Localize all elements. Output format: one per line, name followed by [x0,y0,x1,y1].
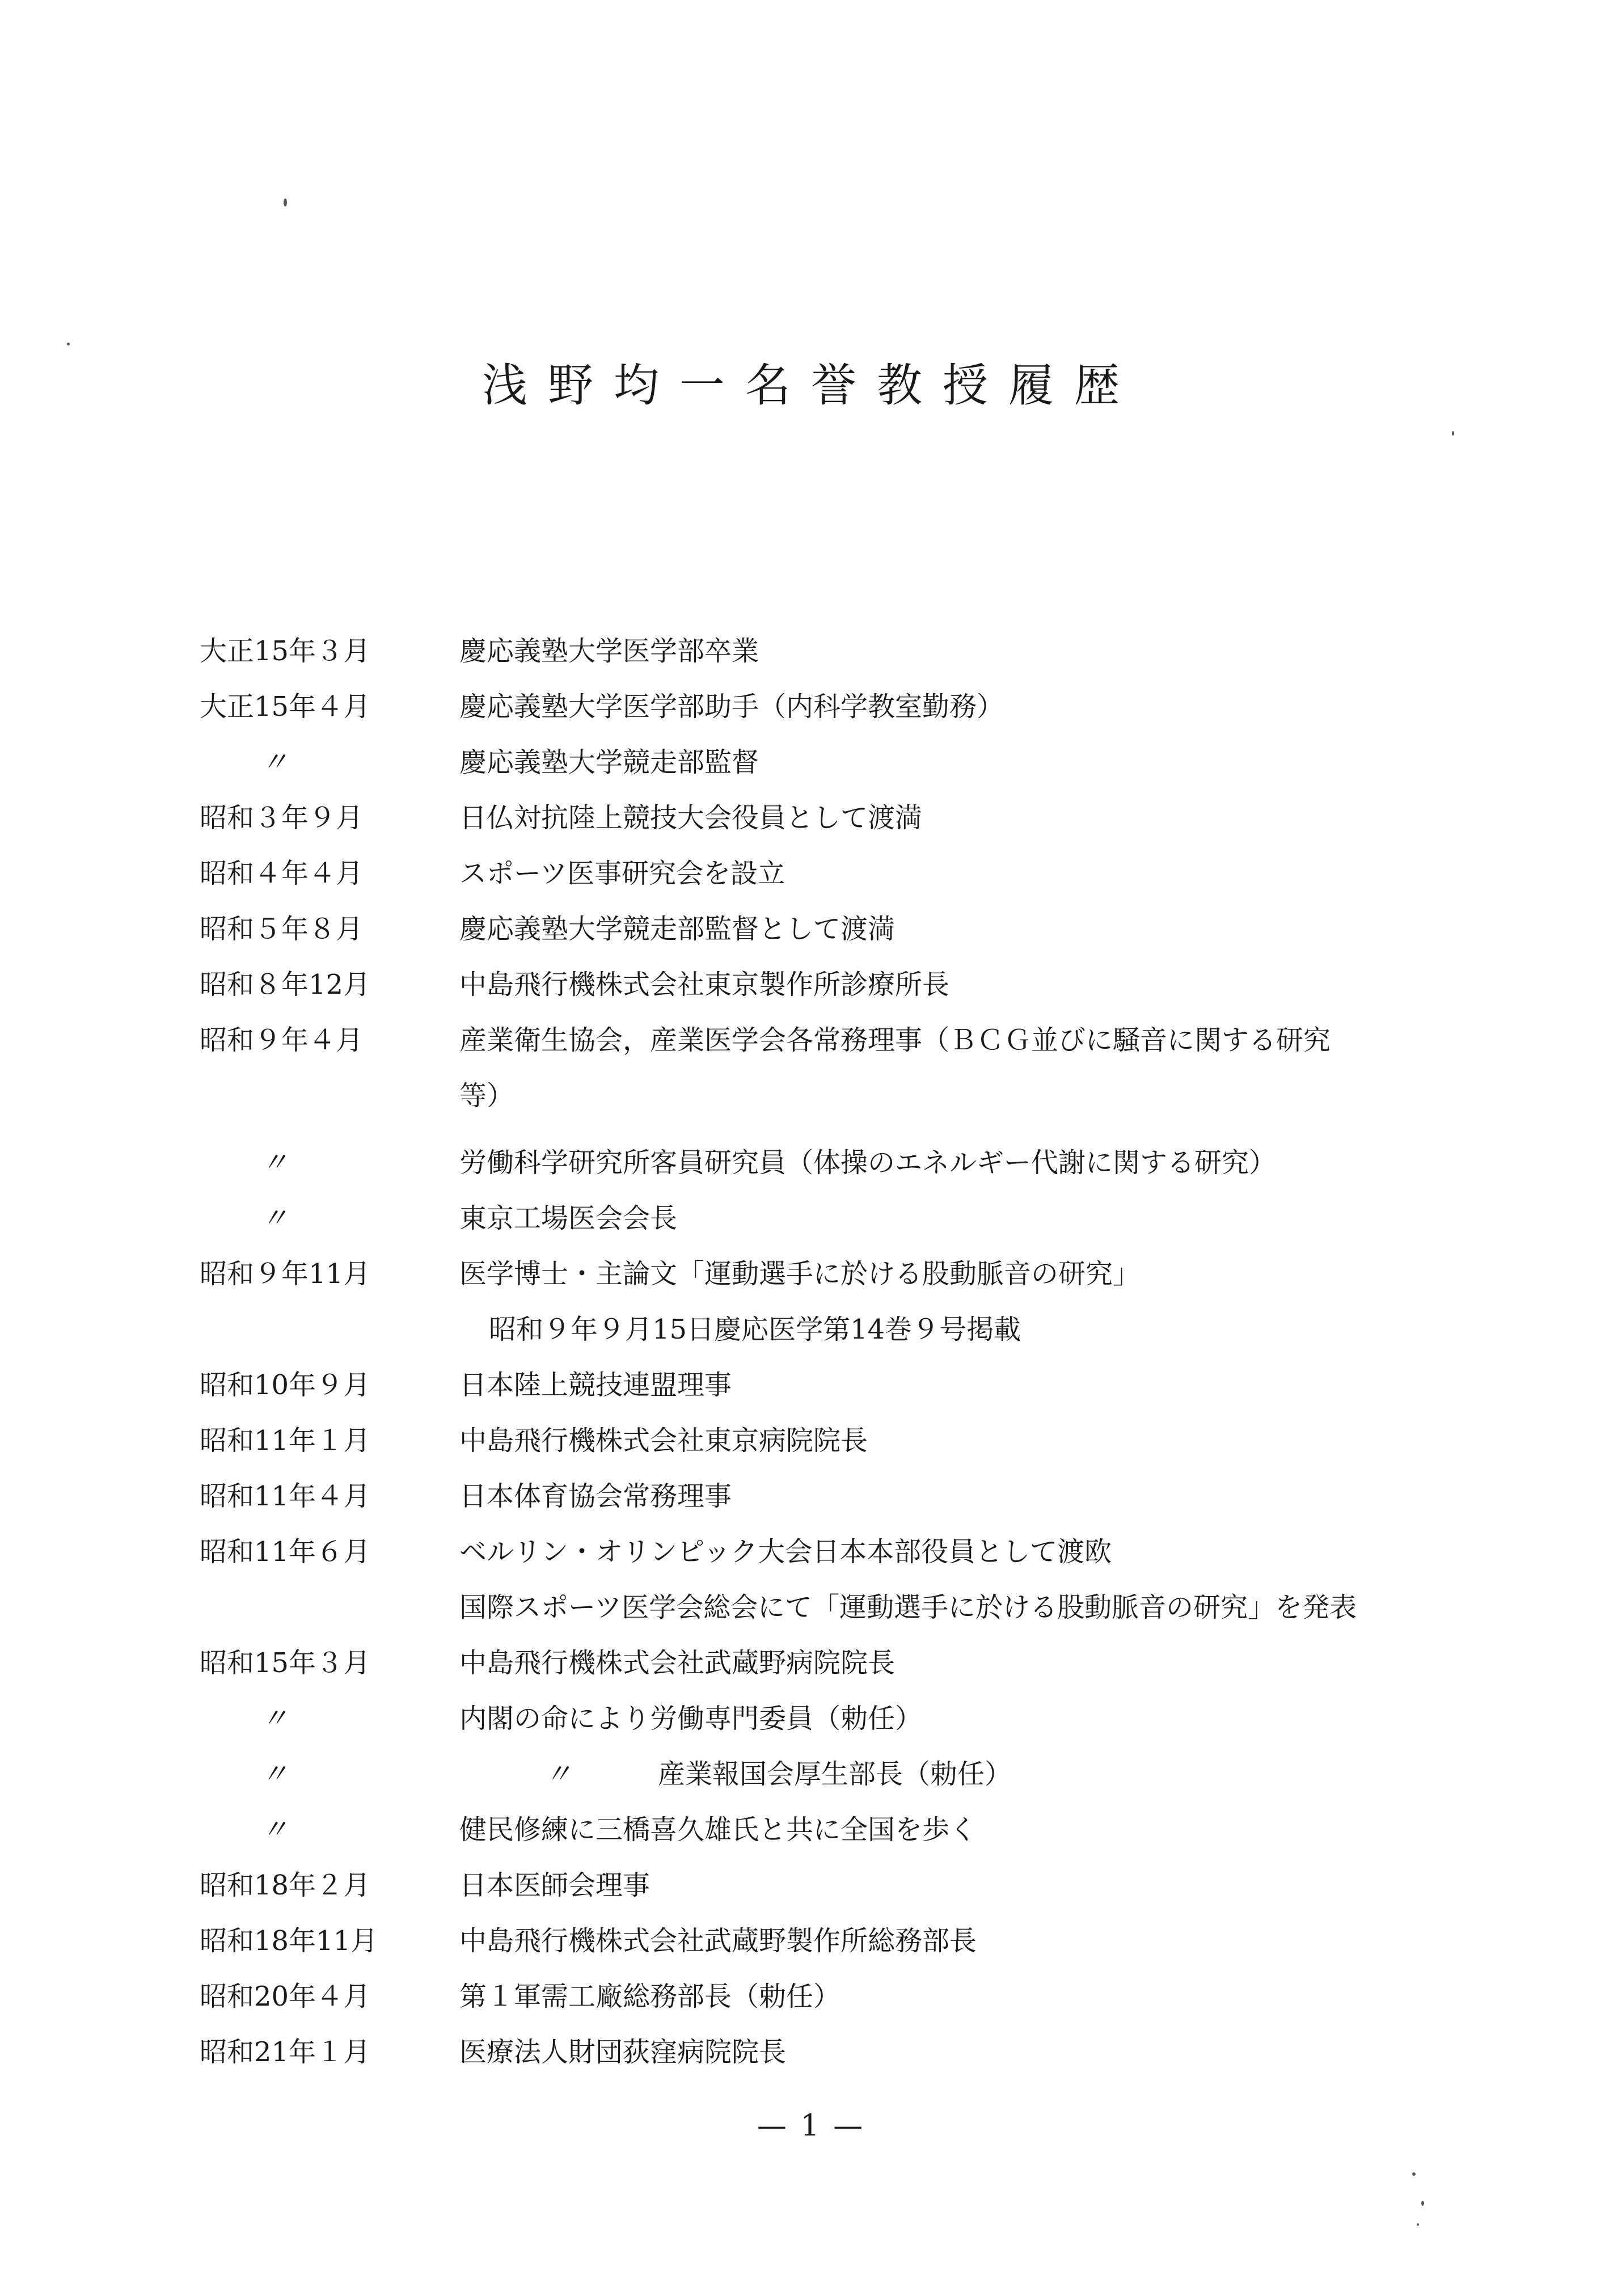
entry-description: 中島飛行機株式会社東京病院院長 [459,1425,868,1457]
entry-description: 第１軍需工廠総務部長（勅任） [459,1981,841,2012]
list-item [0,856,1622,913]
list-item [0,1368,1622,1425]
scan-speck [1421,2201,1424,2206]
list-item [0,1980,1622,2036]
entry-description: 日本体育協会常務理事 [459,1480,732,1512]
list-item [0,1590,1622,1647]
list-item [0,968,1622,1024]
scan-speck [1412,2172,1416,2176]
list-item [0,1702,1622,1758]
entry-description-continuation: 等） [459,1080,514,1112]
list-item [0,634,1622,691]
list-item [0,1257,1622,1314]
list-item [0,801,1622,858]
entry-date-ditto: 〃 [261,1814,289,1846]
list-item [0,1479,1622,1536]
entry-description: 日本陸上競技連盟理事 [459,1369,732,1401]
entry-date: 昭和11年４月 [200,1480,371,1512]
scan-speck [1452,431,1454,436]
list-item [0,1535,1622,1592]
entry-date: 昭和３年９月 [200,802,364,834]
list-item [0,745,1622,802]
entry-date: 昭和９年11月 [200,1258,371,1290]
entry-description: 日本医師会理事 [459,1869,651,1901]
entry-date: 昭和18年11月 [200,1925,378,1957]
list-item [0,1079,1622,1136]
entry-date: 昭和８年12月 [200,969,371,1001]
entry-description: 慶応義塾大学医学部助手（内科学教室勤務） [459,691,1004,723]
entry-description-continuation: 国際スポーツ医学会総会にて「運動選手に於ける股動脈音の研究」を発表 [459,1592,1357,1623]
list-item [0,1312,1622,1369]
scan-speck [1417,2223,1419,2226]
list-item [0,1646,1622,1703]
entry-date: 昭和18年２月 [200,1869,371,1901]
entry-description: 労働科学研究所客員研究員（体操のエネルギー代謝に関する研究） [459,1147,1277,1179]
entry-description: 健民修練に三橋喜久雄氏と共に全国を歩く [459,1814,977,1846]
entry-date: 昭和５年８月 [200,913,364,945]
entry-date: 昭和４年４月 [200,858,364,889]
entry-date-ditto: 〃 [261,1703,289,1734]
list-item [0,1924,1622,1981]
entry-description: 慶応義塾大学競走部監督として渡満 [459,913,896,945]
list-item [0,1146,1622,1202]
page-title: 浅野均一名誉教授履歴 [482,359,1140,412]
entry-description: ベルリン・オリンピック大会日本本部役員として渡欧 [459,1536,1112,1568]
entry-description-ditto: 〃 [544,1758,572,1790]
entry-description: スポーツ医事研究会を設立 [459,858,785,889]
list-item [0,1868,1622,1925]
scan-speck [67,343,70,345]
entry-date: 昭和20年４月 [200,1981,371,2012]
entry-date: 大正15年４月 [200,691,371,723]
entry-description: 慶応義塾大学医学部卒業 [459,635,759,667]
entry-date: 昭和15年３月 [200,1647,371,1679]
entry-date: 昭和21年１月 [200,2036,371,2068]
entry-description: 日仏対抗陸上競技大会役員として渡満 [459,802,923,834]
list-item [0,2035,1622,2092]
list-item [0,1813,1622,1869]
list-item [0,1757,1622,1814]
entry-date: 昭和11年６月 [200,1536,371,1568]
entry-description: 医学博士・主論文「運動選手に於ける股動脈音の研究」 [459,1258,1141,1290]
entry-date-ditto: 〃 [261,1147,289,1179]
entry-date: 昭和９年４月 [200,1024,364,1056]
entry-description-continuation: 昭和９年９月15日慶応医学第14巻９号掲載 [489,1314,1021,1345]
entry-date: 昭和10年９月 [200,1369,371,1401]
entry-description: 産業報国会厚生部長（勅任） [658,1758,1012,1790]
entry-description: 中島飛行機株式会社武蔵野製作所総務部長 [459,1925,977,1957]
entry-description: 産業衛生協会，産業医学会各常務理事（ＢＣＧ並びに騒音に関する研究 [459,1024,1331,1056]
entry-date: 昭和11年１月 [200,1425,371,1457]
list-item [0,1424,1622,1480]
entry-date-ditto: 〃 [261,1202,289,1234]
entry-date: 大正15年３月 [200,635,371,667]
page-number: — 1 — [757,2109,865,2143]
entry-description: 内閣の命により労働専門委員（勅任） [459,1703,923,1734]
list-item [0,1023,1622,1080]
entry-description: 中島飛行機株式会社東京製作所診療所長 [459,969,950,1001]
entry-description: 慶応義塾大学競走部監督 [459,746,759,778]
list-item [0,690,1622,746]
entry-date-ditto: 〃 [261,746,289,778]
entry-date-ditto: 〃 [261,1758,289,1790]
scan-speck [284,199,287,206]
list-item [0,912,1622,969]
entry-description: 医療法人財団荻窪病院院長 [459,2036,787,2068]
entry-description: 東京工場医会会長 [459,1202,678,1234]
list-item [0,1201,1622,1258]
entry-description: 中島飛行機株式会社武蔵野病院院長 [459,1647,896,1679]
